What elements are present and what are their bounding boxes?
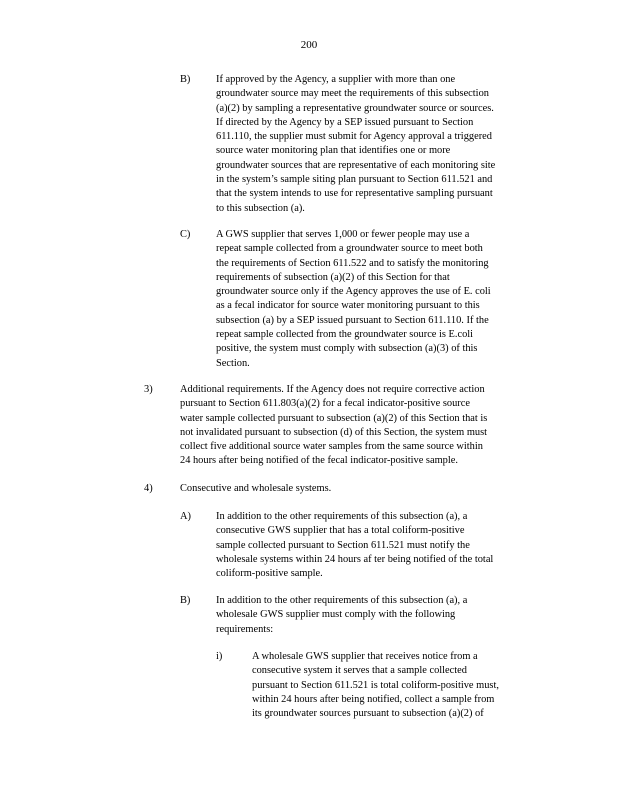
paragraph-text [180,482,331,496]
text-line: within 24 hours after being notified, collect a sample from [252,693,495,705]
text-line: 611.110, the supplier must submit for Agency approval a triggered [216,131,492,143]
text-line: pursuant to Section 611.521 is total coliform-positive must, [252,679,499,691]
item-marker: i) [216,651,223,662]
text-line: Additional requirements. If the Agency does not require corrective action [180,384,485,395]
text-line: requirements: [216,623,274,635]
text-line: pursuant to Section 611.803(a)(2) for a fecal indicator-positive source [180,398,470,410]
text-line: groundwater source only if the Agency approves the use of E. coli [216,286,491,298]
item-marker: B) [180,74,191,85]
paragraph-text [180,383,487,469]
paragraph-text [216,594,467,637]
text-line: requirements of subsection (a)(2) of this Section for that [216,271,450,283]
text-line: subsection (a) by a SEP issued pursuant to Section 611.110. If the [216,314,489,326]
text-line: wholesale systems within 24 hours af ter being notified of the total [216,553,494,565]
item-marker: B) [180,595,191,606]
text-line: coliform-positive sample. [216,568,323,580]
paragraph-text [252,650,499,721]
text-line: If approved by the Agency, a supplier with more than one [216,74,456,85]
item-marker: 3) [144,384,153,395]
text-line: collect five additional source water samples from the same source within [180,441,483,453]
item-marker: C) [180,229,191,240]
paragraph-text [216,73,495,216]
text-line: Consecutive and wholesale systems. [180,483,332,494]
text-line: its groundwater sources pursuant to subsection (a)(2) of [252,708,484,720]
text-line: 24 hours after being notified of the fecal indicator-positive sample. [180,455,458,467]
text-line: If directed by the Agency by a SEP issued pursuant to Section [216,116,474,128]
text-line: A GWS supplier that serves 1,000 or fewer people may use a [216,229,470,240]
paragraph-text [216,510,493,581]
text-line: the requirements of Section 611.522 and to satisfy the monitoring [216,257,489,269]
paragraph-text [216,228,491,371]
text-line: repeat sample collected from a groundwater source to meet both [216,243,483,255]
text-line: water sample collected pursuant to subsection (a)(2) of this Section that is [180,412,488,424]
text-line: In addition to the other requirements of this subsection (a), a [216,511,468,522]
text-line: consecutive GWS supplier that has a total coliform-positive [216,525,465,537]
text-line: wholesale GWS supplier must comply with the following [216,609,456,621]
text-line: groundwater sources that are representative of each monitoring site [216,159,496,171]
item-marker: A) [180,511,191,522]
text-line: (a)(2) by sampling a representative groundwater source or sources. [216,102,494,114]
text-line: to this subsection (a). [216,202,305,214]
text-line: that the system intends to use for representative sampling pursuant [216,188,493,200]
text-line: repeat sample collected from the groundwater source is E.coli [216,329,474,341]
text-line: Section. [216,357,250,369]
text-line: positive, the system must comply with subsection (a)(3) of this [216,343,478,355]
text-line: in the system’s sample siting plan pursuant to Section 611.521 and [216,174,493,186]
text-line: groundwater source may meet the requirements of this subsection [216,88,489,100]
text-line: as a fecal indicator for source water monitoring pursuant to this [216,300,480,312]
text-line: sample collected pursuant to Section 611.521 must notify the [216,539,470,551]
page-number: 200 [300,39,318,51]
text-line: A wholesale GWS supplier that receives notice from a [252,651,478,662]
text-line: not invalidated pursuant to subsection (d) of this Section, the system must [180,426,488,438]
text-line: source water monitoring plan that identifies one or more [216,145,451,157]
item-marker: 4) [144,483,153,494]
text-line: In addition to the other requirements of this subsection (a), a [216,595,468,606]
text-line: consecutive system it serves that a sample collected [252,665,467,677]
